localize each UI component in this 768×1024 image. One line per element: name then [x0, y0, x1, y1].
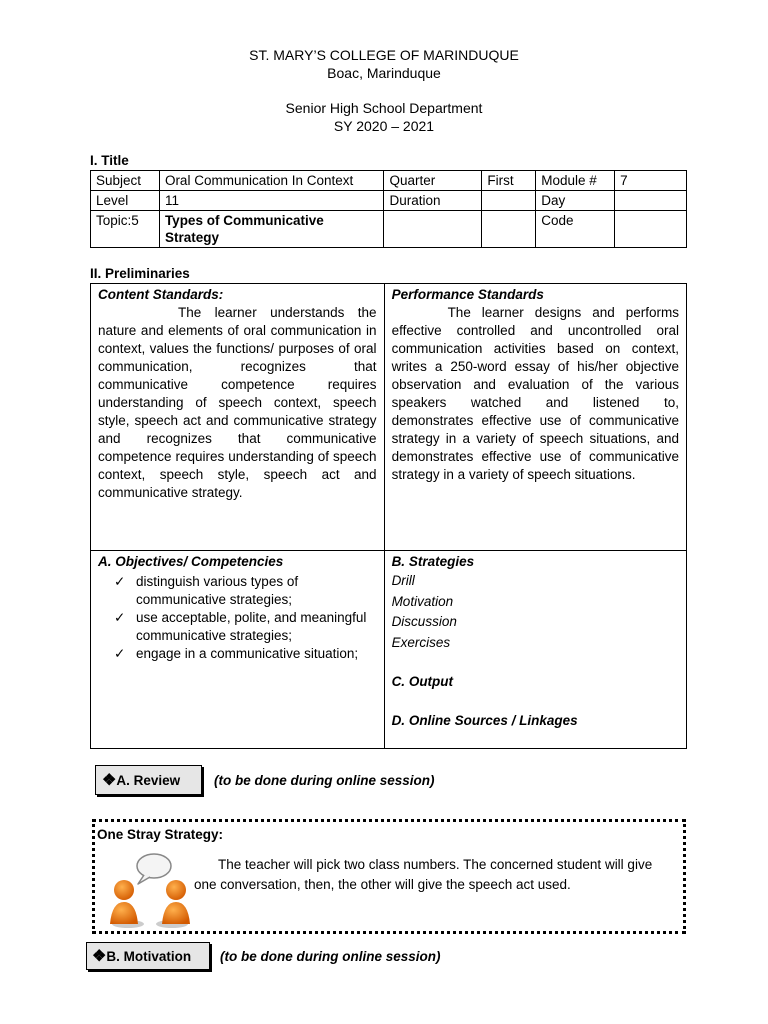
- level-value: 11: [159, 191, 384, 211]
- code-value: [615, 211, 687, 248]
- review-label: A. Review: [116, 773, 181, 788]
- motivation-label: B. Motivation: [106, 949, 192, 964]
- school-year: SY 2020 – 2021: [333, 118, 435, 134]
- title-table: [90, 170, 687, 248]
- two-people-talking-icon: [100, 850, 196, 930]
- list-item: ✓ engage in a communicative situation;: [114, 646, 359, 661]
- topic-value: Types of Communicative Strategy: [159, 211, 384, 248]
- department: Senior High School Department: [285, 100, 483, 116]
- school-name: ST. MARY’S COLLEGE OF MARINDUQUE: [249, 47, 519, 63]
- objectives-cell: [91, 551, 385, 749]
- motivation-label-box: [86, 942, 210, 970]
- duration-label: Duration: [384, 191, 482, 211]
- quarter-label: Quarter: [384, 171, 482, 191]
- strategies-cell: [384, 551, 686, 749]
- strategy-item: Motivation: [391, 593, 454, 609]
- strategy-item: Exercises: [391, 634, 451, 650]
- topic-empty-cell: [384, 211, 482, 248]
- school-location: Boac, Marinduque: [327, 65, 441, 81]
- stray-strategy-heading: One Stray Strategy:: [97, 827, 224, 842]
- title-heading: I. Title: [90, 153, 129, 168]
- objectives-heading: A. Objectives/ Competencies: [98, 554, 284, 569]
- content-standards-heading: Content Standards:: [98, 287, 224, 302]
- strategy-item: Drill: [391, 573, 415, 588]
- strategy-item: Discussion: [391, 614, 457, 629]
- check-icon: ✓: [114, 646, 126, 661]
- check-icon: ✓: [114, 574, 126, 589]
- performance-standards-text: The learner designs and performs effective controlled and uncontrolled oral communication activities based on context, writes a 250-word essay of his/her objective observation and evaluation of the various speakers watched and listened to, demonstrates effective use of communicative strategy in a variety of speech situations, and demonstrates effective use of communicative strategy in a variety of speech situations.: [391, 305, 679, 482]
- table-row: [91, 191, 687, 211]
- table-row: [91, 171, 687, 191]
- topic-label: Topic:5: [91, 211, 160, 248]
- level-label: Level: [91, 191, 160, 211]
- diamond-bullet-icon: ❖: [102, 772, 117, 789]
- list-item: ✓ distinguish various types of communicative strategies;: [114, 574, 299, 607]
- table-row: [91, 551, 687, 749]
- content-standards-cell: [91, 284, 385, 551]
- motivation-note: (to be done during online session): [220, 949, 441, 964]
- table-row: [91, 284, 687, 551]
- stray-strategy-text: The teacher will pick two class numbers. The concerned student will give one conversation, then, the other will give the speech act used.: [194, 857, 653, 892]
- online-sources-heading: D. Online Sources / Linkages: [391, 713, 578, 728]
- duration-value: [482, 191, 536, 211]
- table-row: [91, 211, 687, 248]
- content-standards-paragraph: [98, 304, 377, 502]
- output-heading: C. Output: [391, 674, 454, 689]
- content-standards-text: The learner understands the nature and elements of oral communication in context, values the functions/ purposes of oral communication, recognizes that communicative competence requires understanding of speech context, speech style, speech act and communicative strategy and recognizes that communicative competence requires understanding of speech context, speech style, speech act and communicative strategy.: [98, 305, 377, 500]
- preliminaries-table: [90, 283, 687, 749]
- day-value: [615, 191, 687, 211]
- objectives-list: [98, 573, 377, 663]
- day-label: Day: [536, 191, 615, 211]
- subject-label: Subject: [91, 171, 160, 191]
- list-item: ✓ use acceptable, polite, and meaningful communicative strategies;: [114, 610, 367, 643]
- quarter-value: First: [482, 171, 536, 191]
- review-note: (to be done during online session): [214, 773, 435, 788]
- module-value: 7: [615, 171, 687, 191]
- preliminaries-heading: II. Preliminaries: [90, 266, 190, 281]
- performance-standards-heading: Performance Standards: [391, 287, 544, 302]
- stray-strategy-paragraph: [194, 855, 654, 895]
- subject-value: Oral Communication In Context: [159, 171, 384, 191]
- code-label: Code: [536, 211, 615, 248]
- strategies-heading: B. Strategies: [391, 554, 475, 569]
- diamond-bullet-icon: ❖: [92, 948, 107, 965]
- check-icon: ✓: [114, 610, 126, 625]
- module-label: Module #: [536, 171, 615, 191]
- performance-standards-cell: [384, 284, 686, 551]
- review-label-box: [95, 765, 202, 795]
- performance-standards-paragraph: [392, 304, 679, 484]
- topic-empty-cell: [482, 211, 536, 248]
